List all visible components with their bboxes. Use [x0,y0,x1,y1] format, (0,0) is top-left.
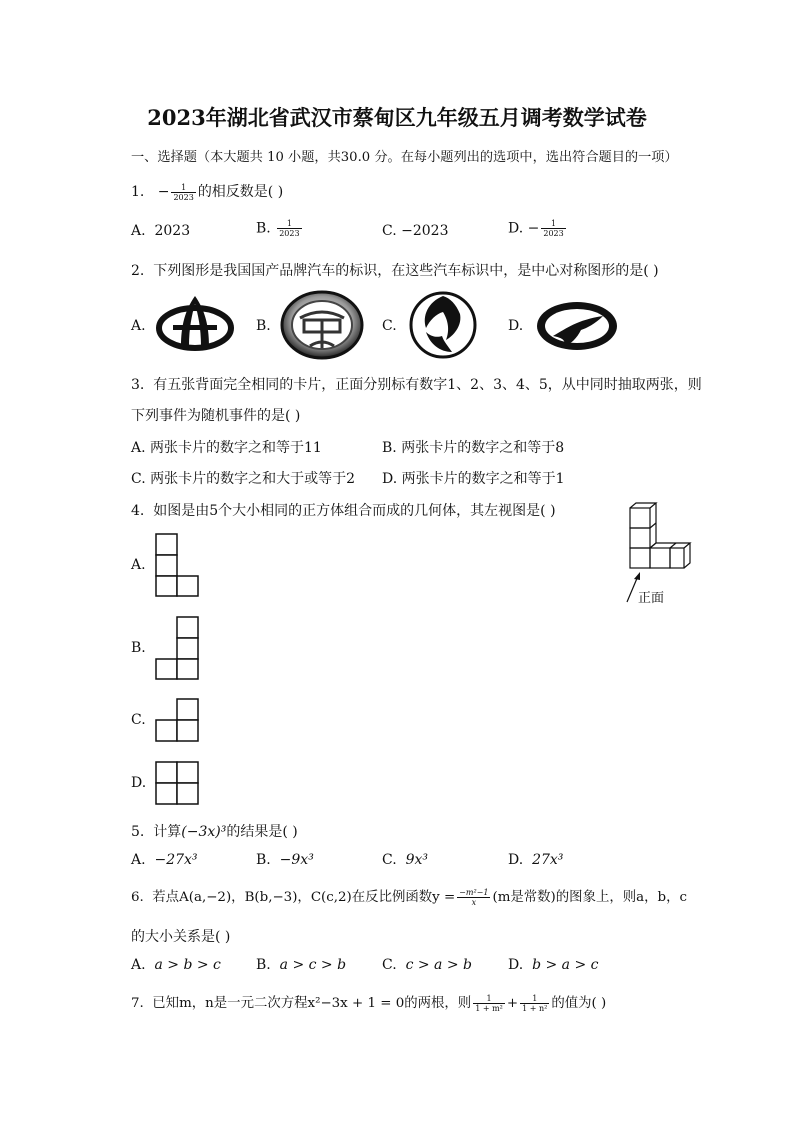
q1-number: 1. [131,184,145,200]
option-text: 9x³ [405,852,428,868]
q2-text: 下列图形是我国国产品牌汽车的标识，在这些汽车标识中，是中心对称图形的是( ) [153,263,659,279]
q7-frac1-denominator: 1 + m² [475,1004,503,1013]
option-fraction [277,219,301,238]
frac-numerator: 1 [541,219,565,229]
q4-label-d: D. [131,775,147,791]
q3-option-d [382,468,565,488]
q1-text: 的相反数是( ) [197,184,284,200]
q4-text: 如图是由5个大小相同的正方体组合而成的几何体，其左视图是( ) [153,503,556,519]
car-logo-d [533,298,621,354]
frac-numerator: 1 [277,219,301,229]
section-heading: 一、选择题（本大题共 10 小题，共30.0 分。在每小题列出的选项中，选出符合题目的一项） [131,150,678,165]
q3-number: 3. [131,377,145,393]
question-1 [131,181,283,202]
q2-label-b: B. [256,318,271,334]
q7-frac2-numerator: 1 [520,994,549,1004]
q7-text-a: 已知m，n是一元二次方程x²−3x + 1 = 0的两根，则 [152,996,472,1011]
q7-fraction-1 [473,994,505,1013]
option-label: D. [508,220,524,237]
q3-text-line2: 下列事件为随机事件的是( ) [131,408,301,424]
q5-option-d [508,852,563,868]
option-text: 27x³ [532,852,564,868]
option-text: a > b > c [154,957,221,973]
q5-option-a [131,852,198,868]
cube-solid-figure [622,500,694,580]
option-label: D. [508,852,524,868]
q5-option-b [256,852,314,868]
q7-plus: + [506,996,519,1011]
question-5 [131,821,298,841]
q1-option-a [131,223,190,239]
q3-option-b [382,437,564,457]
view-option-b [155,616,199,680]
q1-minus: − [157,184,170,200]
option-text: c > a > b [405,957,472,973]
q4-number: 4. [131,503,145,519]
option-text: 2023 [154,223,191,239]
option-fraction [541,219,565,238]
q1-frac-numerator: 1 [171,183,195,193]
option-label: A. [131,957,146,973]
question-6 [131,886,687,907]
q1-option-c [382,223,448,239]
q6-frac-denominator: x [471,898,477,907]
view-option-d [155,761,199,805]
q6-number: 6. [131,890,144,905]
option-label: B. [382,440,397,456]
question-7 [131,992,606,1013]
q1-option-b [256,219,304,238]
q5-option-c [382,852,428,868]
frac-denominator: 2023 [279,229,300,238]
q6-frac-numerator: −m²−1 [459,888,489,897]
q6-option-c [382,957,472,973]
q1-fraction [171,183,195,202]
q5-text-pre: 计算 [153,824,182,840]
option-label: C. [382,957,397,973]
front-view-label: 正面 [638,591,665,606]
option-label: B. [256,220,271,237]
option-label: A. [131,852,146,868]
q5-expression: (−3x)³ [181,824,227,840]
q3-option-a [131,437,322,457]
q6-text-b: (m是常数)的图象上，则a，b，c [492,890,687,905]
option-label: A. [131,440,146,456]
option-label: C. [131,471,146,487]
option-label: B. [256,957,271,973]
option-text: −9x³ [279,852,314,868]
question-3-line1 [131,374,702,394]
q1-frac-denominator: 2023 [173,192,194,202]
q7-text-b: 的值为( ) [551,996,607,1011]
q6-option-a [131,957,221,973]
q6-option-b [256,957,346,973]
q1-option-d [508,219,568,238]
q6-text-a: 若点A(a,−2)，B(b,−3)，C(c,2)在反比例函数y = [152,890,456,905]
q2-label-a: A. [131,318,146,334]
option-minus: − [527,220,540,237]
option-text: b > a > c [532,957,599,973]
q6-fraction [457,888,490,907]
view-option-c [155,698,199,742]
option-text: a > c > b [279,957,347,973]
q6-option-d [508,957,599,973]
q4-label-b: B. [131,640,146,656]
q2-number: 2. [131,263,145,279]
option-label: C. [382,852,397,868]
q7-frac1-numerator: 1 [473,994,505,1004]
option-text: 两张卡片的数字之和等于1 [401,471,565,487]
car-logo-a [155,292,235,356]
question-2 [131,260,659,280]
option-label: C. [382,223,397,239]
option-label: A. [131,223,146,239]
view-option-a [155,533,199,597]
frac-denominator: 2023 [543,229,564,238]
q2-label-c: C. [382,318,397,334]
question-4 [131,500,556,520]
option-text: −2023 [401,223,449,239]
option-text: 两张卡片的数字之和等于8 [401,440,565,456]
q7-frac2-denominator: 1 + n² [522,1004,548,1013]
q7-number: 7. [131,996,144,1011]
option-text: 两张卡片的数字之和大于或等于2 [150,471,356,487]
q3-text: 有五张背面完全相同的卡片，正面分别标有数字1、2、3、4、5，从中同时抽取两张，则 [153,377,702,393]
q5-text-post: 的结果是( ) [226,824,298,840]
q5-number: 5. [131,824,145,840]
page-title: 2023年湖北省武汉市蔡甸区九年级五月调考数学试卷 [147,105,647,130]
option-label: B. [256,852,271,868]
q4-label-c: C. [131,712,146,728]
q6-text-line2: 的大小关系是( ) [131,929,231,945]
car-logo-b [280,290,364,360]
option-label: D. [382,471,398,487]
option-text: 两张卡片的数字之和等于11 [150,440,322,456]
option-text: −27x³ [154,852,198,868]
q7-fraction-2 [520,994,549,1013]
option-label: D. [508,957,524,973]
car-logo-c [408,290,478,360]
q3-option-c [131,468,355,488]
q4-label-a: A. [131,557,146,573]
q2-label-d: D. [508,318,524,334]
